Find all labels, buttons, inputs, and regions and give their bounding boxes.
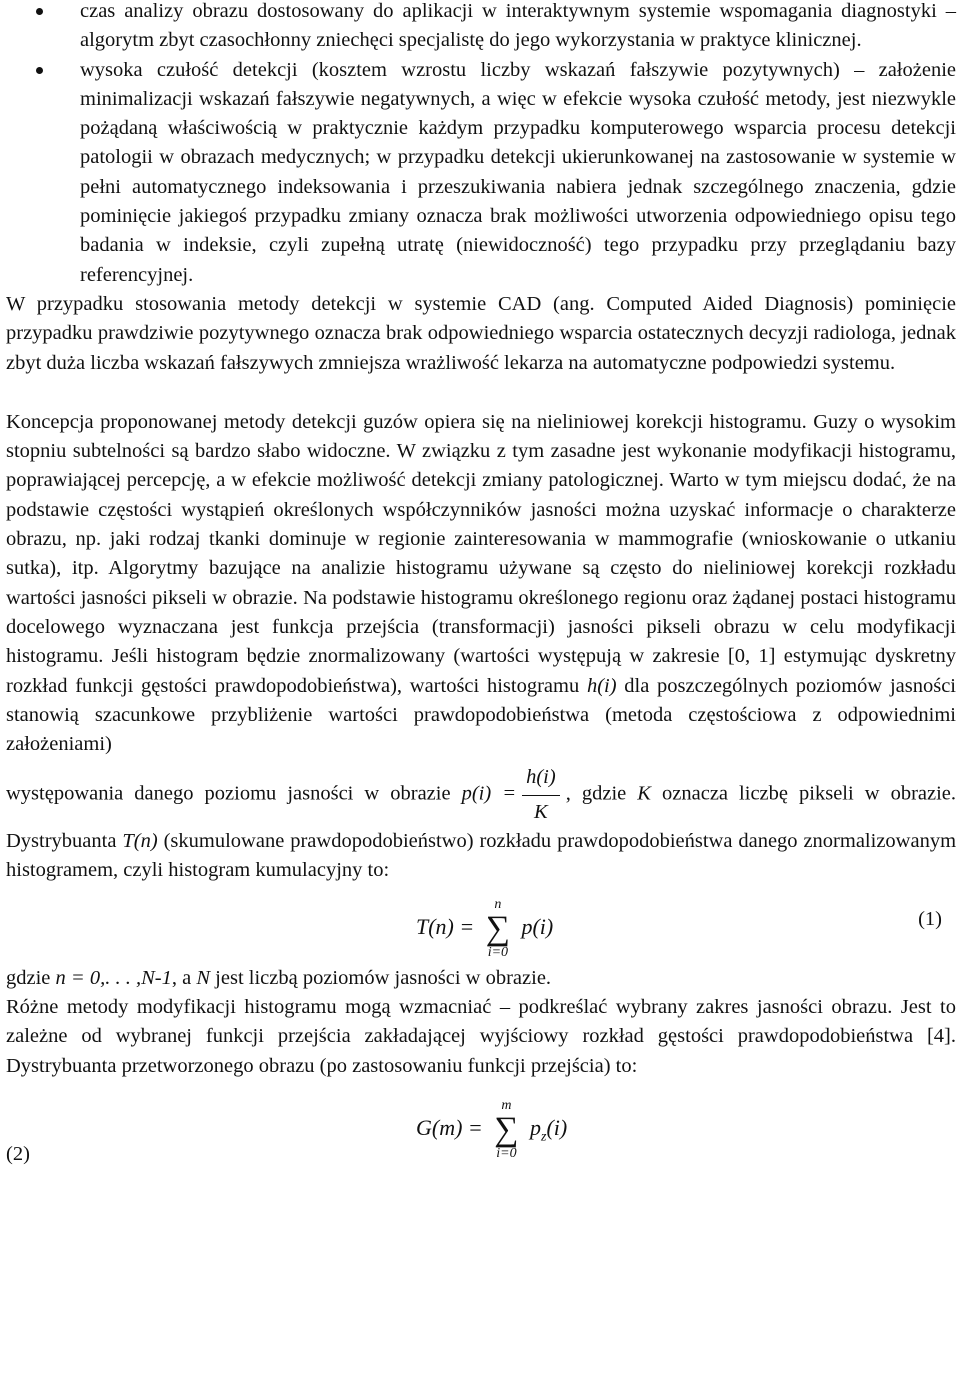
paragraph-probability (6, 763, 956, 885)
summation (494, 1099, 518, 1161)
summation-lower: i=0 (496, 1145, 517, 1161)
equation-rhs-subscript: z (541, 1129, 547, 1145)
paragraph-text: jest liczbą poziomów jasności w obrazie. (215, 966, 552, 989)
paragraph-cad: W przypadku stosowania metody detekcji w systemie CAD (ang. Computed Aided Diagnosis) pominięcie przypadku prawdziwie pozytywnego oznacza brak odpowiedniego wsparcia ostatecznych decyzji radiologa, jednak zbyt duża liczba wskazań fałszywych zmniejsza wrażliwość lekarza na automatyczne podpowiedzi systemu. (6, 292, 956, 374)
equation-1 (6, 886, 956, 964)
bullet-text: wysoka czułość detekcji (kosztem wzrostu liczby wskazań fałszywie pozytywnych) – założenie minimalizacji wskazań fałszywie negatywnych, a więc w efekcie wysoka czułość metody, jest niezwykle pożądaną właściwością w praktycznie każdym przypadku komputerowego wsparcia procesu detekcji patologii w obrazach medycznych; w przypadku detekcji ukierunkowanej na zastosowanie w systemie w pełni automatycznego indeksowania i przeszukiwania nabiera jednak szczególnego znaczenia, gdzie pominięcie jakiegoś przypadku zmiany oznacza brak możliwości utworzenia odpowiedniego opisu tego badania w indeksie, czyli zupełną utratę (niewidoczność) tego przypadku przy przeglądaniu bazy referencyjnej. (80, 58, 956, 286)
paragraph-text: (skumulowane prawdopodobieństwo) rozkładu prawdopodobieństwa danego znormalizowanym histogramem, czyli histogram kumulacyjny to: (6, 830, 957, 882)
sigma-icon: ∑ (494, 1110, 519, 1148)
summation (486, 898, 510, 960)
fraction-numerator: h(i) (522, 763, 560, 795)
formula-K: K (637, 782, 651, 805)
formula-n-range: n = 0,. . . ,N-1 (55, 966, 172, 989)
paragraph-text: dla poszczególnych poziomów jasności stanowią szacunkowe przybliżenie wartości prawdopodobieństwa (metoda częstościowa z odpowiednimi założeniami) (6, 674, 957, 756)
paragraph-text: gdzie (6, 966, 51, 989)
summation-upper: n (494, 896, 502, 912)
paragraph-text: , gdzie (565, 782, 627, 805)
paragraph-where (6, 964, 956, 993)
equation-2 (6, 1081, 956, 1177)
bullet-item (6, 56, 956, 290)
summation-upper: m (501, 1097, 512, 1113)
equation-lhs: T(n) = (416, 913, 475, 939)
equation-number: (1) (918, 907, 942, 930)
fraction-denominator: K (534, 800, 548, 823)
document-page (6, 0, 956, 1177)
formula-h-i: h(i) (586, 674, 617, 697)
paragraph-text: Koncepcja proponowanej metody detekcji guzów opiera się na nieliniowej korekcji histogramu. Guzy o wysokim stopniu subtelności są bardzo słabo widoczne. W związku z tym zasadne jest wykonanie modyfikacji histogramu, poprawiającej percepcję, a w efekcie możliwość detekcji zmiany patologicznej. Warto w tym miejscu dodać, że na podstawie częstości wystąpień określonych współczynników jasności można uzyskać informacje o charakterze obrazu, np. jaki rodzaj tkanki dominuje w regionie zainteresowania w mammografie (wnioskowanie o utkaniu sutka), itp. Algorytmy bazujące na analizie histogramu używane są często do nieliniowej korekcji rozkładu wartości jasności pikseli w obrazie. Na podstawie histogramu określonego regionu oraz żądanej postaci histogramu docelowego wyznaczana jest funkcja przejścia (transformacji) jasności pikseli obrazu w celu modyfikacji histogramu. Jeśli histogram będzie znormalizowany (wartości występują w zakresie [0, 1] estymując dyskretny rozkład funkcji gęstości prawdopodobieństwa), wartości histogramu (6, 410, 956, 697)
paragraph-text: występowania danego poziomu jasności w obrazie (6, 782, 451, 805)
formula-p-i: p(i) = (461, 782, 517, 805)
equation-number: (2) (6, 1142, 30, 1165)
sigma-icon: ∑ (485, 909, 510, 947)
bullet-text: czas analizy obrazu dostosowany do aplikacji w interaktywnym systemie wspomagania diagnostyki – algorytm zbyt czasochłonny zniechęci specjalistę do jego wykorzystania w praktyce klinicznej. (80, 0, 956, 52)
paragraph-text: oznacza liczbę pikseli w obrazie. Dystrybuanta (6, 782, 957, 853)
formula-T-n: T(n) (122, 830, 158, 853)
fraction (522, 763, 560, 827)
paragraph-text: , a (171, 966, 192, 989)
bullet-item (6, 0, 956, 56)
equation-rhs: p(i) (521, 913, 554, 939)
summation-lower: i=0 (487, 944, 509, 960)
equation-lhs: G(m) = (416, 1114, 483, 1140)
equation-rhs: p (530, 1114, 542, 1140)
paragraph-histogram (6, 408, 956, 760)
paragraph-methods: Różne metody modyfikacji histogramu mogą wzmacniać – podkreślać wybrany zakres jasności obrazu. Jest to zależne od wybranej funkcji przejścia zakładającej wyjściowy rozkład gęstości prawdopodobieństwa [4]. Dystrybuanta przetworzonego obrazu (po zastosowaniu funkcji przejścia) to: (6, 995, 956, 1077)
equation-rhs-tail: (i) (546, 1114, 568, 1140)
bullet-icon (36, 67, 43, 74)
bullet-icon (36, 8, 43, 15)
formula-N: N (196, 966, 211, 989)
